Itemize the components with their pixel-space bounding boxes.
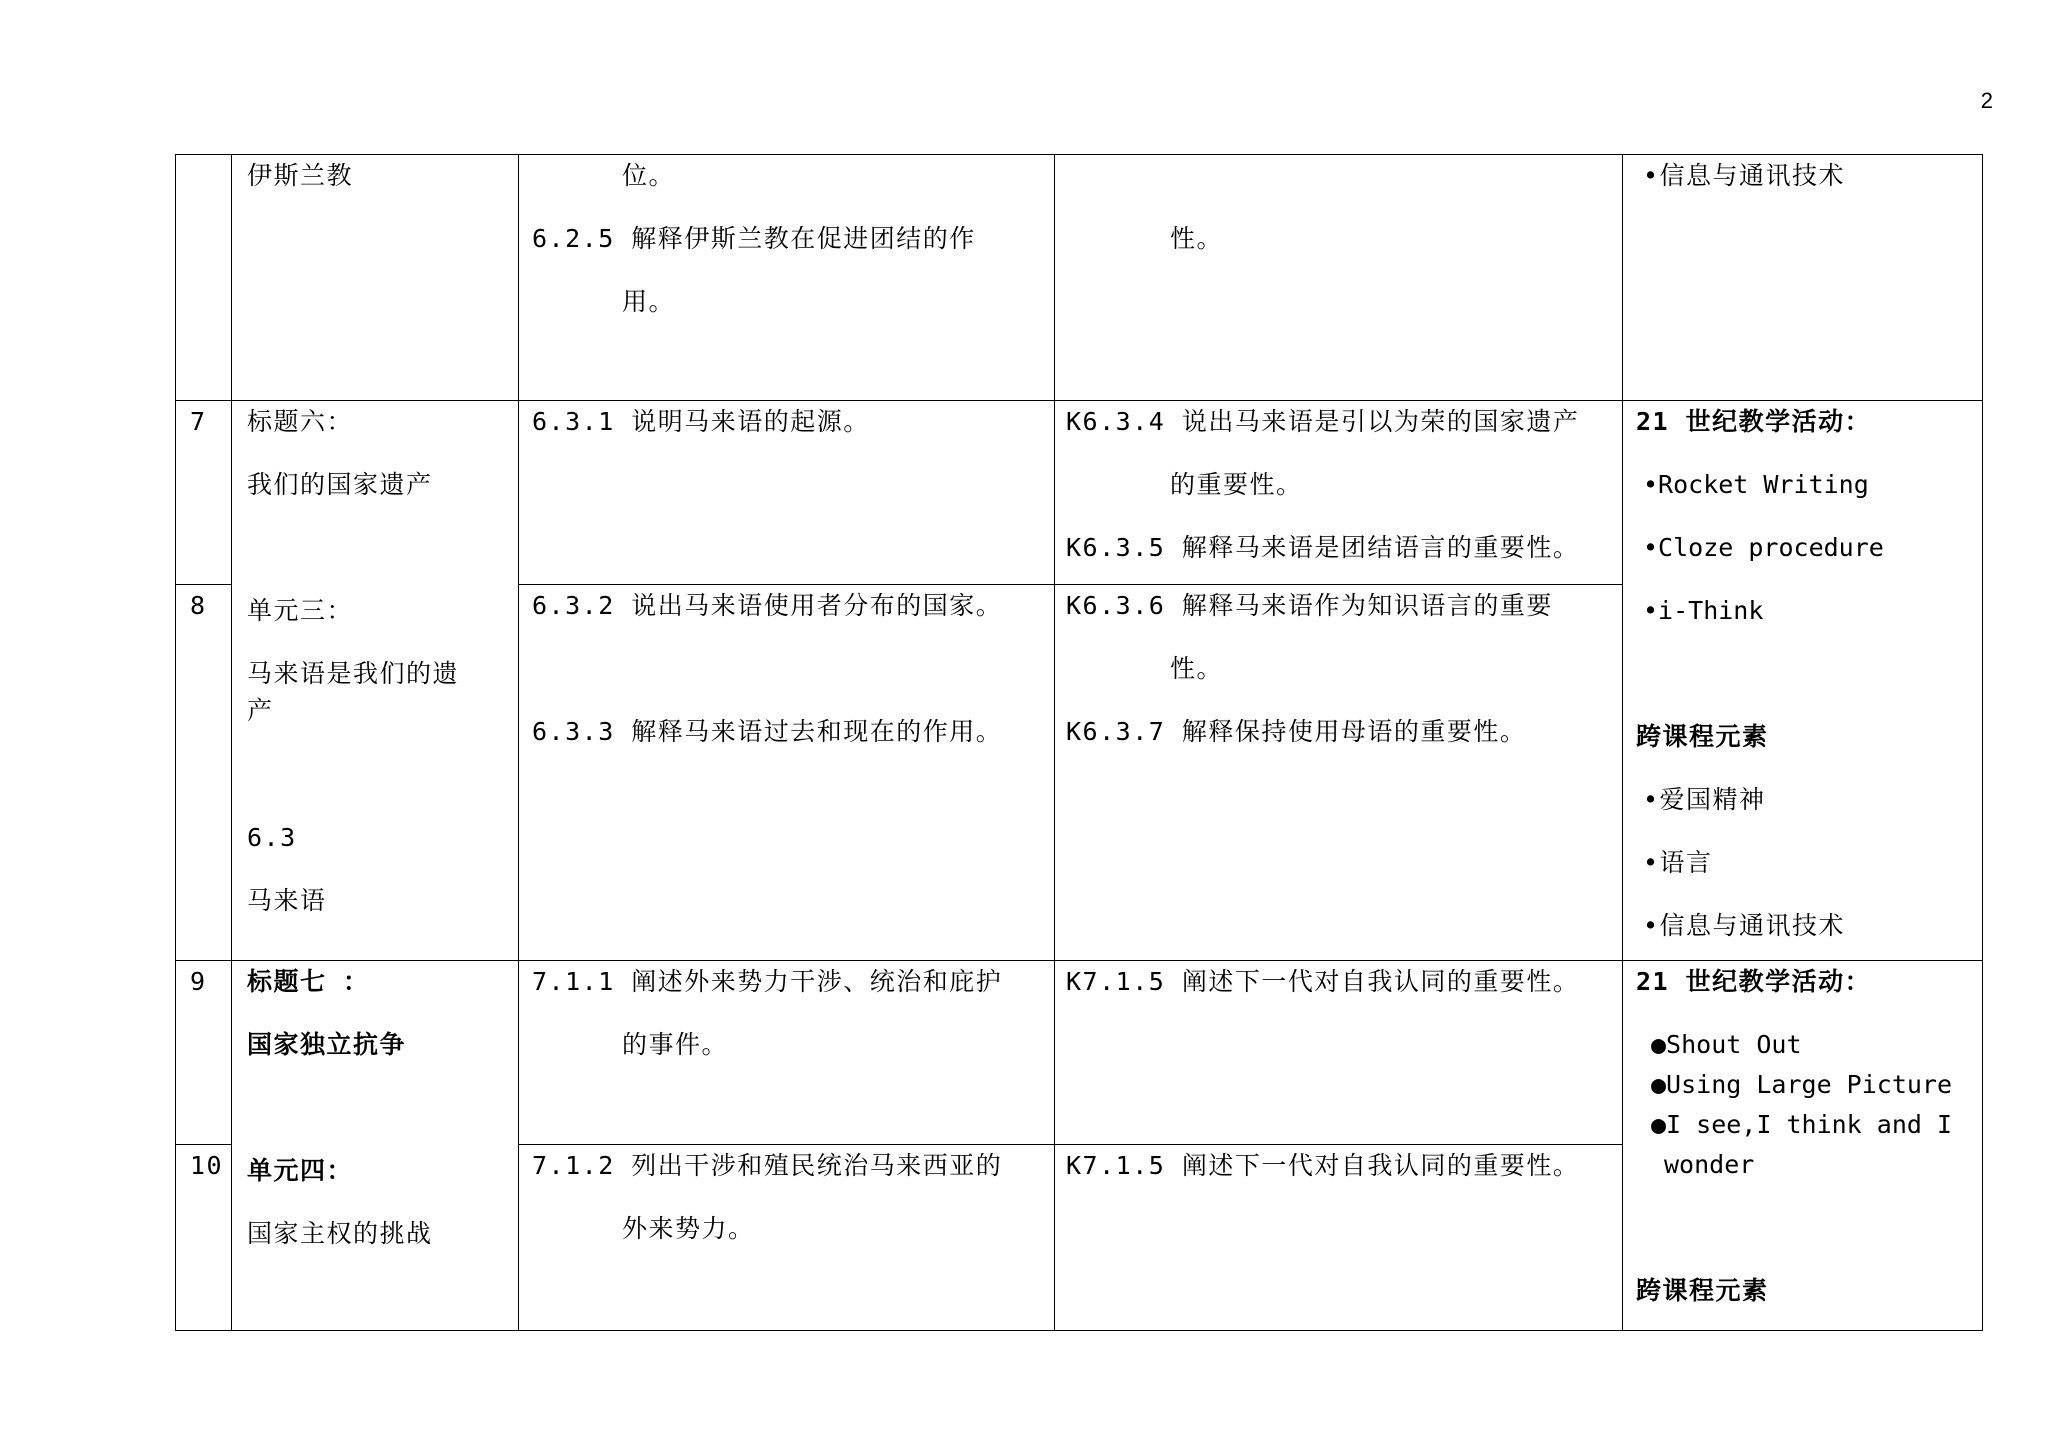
week-number: 9	[190, 967, 207, 996]
objective-cell	[1054, 154, 1622, 400]
activities-heading: 21 世纪教学活动：	[1636, 407, 1872, 436]
standard-line: 的事件。	[622, 1030, 729, 1059]
elements-heading: 跨课程元素	[1636, 1276, 1769, 1305]
standard-cell	[518, 154, 1054, 400]
activity-item: ●Using Large Picture	[1651, 1070, 1953, 1099]
objective-cell	[1054, 400, 1622, 584]
activity-cell	[1622, 960, 1982, 1330]
lesson-plan-table	[175, 154, 1983, 1331]
activity-item-wrap: wonder	[1664, 1150, 1755, 1179]
element-item: •信息与通讯技术	[1643, 911, 1846, 940]
element-item: •爱国精神	[1643, 785, 1766, 814]
topic-cell	[231, 960, 518, 1330]
objective-line: K6.3.7 解释保持使用母语的重要性。	[1066, 717, 1527, 746]
standard-line: 7.1.1 阐述外来势力干涉、统治和庇护	[532, 967, 1003, 996]
topic-name: 我们的国家遗产	[247, 470, 433, 499]
standard-line: 6.3.3 解释马来语过去和现在的作用。	[532, 717, 1003, 746]
topic-cell	[231, 154, 518, 400]
objective-line: 性。	[1170, 654, 1224, 683]
activity-cell	[1622, 400, 1982, 960]
objective-line: 的重要性。	[1170, 470, 1303, 499]
week-cell	[175, 400, 231, 584]
standard-name: 马来语	[247, 886, 327, 915]
elements-heading: 跨课程元素	[1636, 722, 1769, 751]
standard-line: 用。	[622, 287, 676, 316]
objective-line: K7.1.5 阐述下一代对自我认同的重要性。	[1066, 1151, 1580, 1180]
activities-heading: 21 世纪教学活动：	[1636, 967, 1872, 996]
week-cell	[175, 1144, 231, 1330]
objective-line: K6.3.5 解释马来语是团结语言的重要性。	[1066, 533, 1580, 562]
standard-cell	[518, 1144, 1054, 1330]
standard-cell	[518, 960, 1054, 1144]
objective-cell	[1054, 1144, 1622, 1330]
objective-cell	[1054, 960, 1622, 1144]
activity-item: ●Shout Out	[1651, 1030, 1802, 1059]
week-cell	[175, 584, 231, 960]
topic-line: 伊斯兰教	[247, 161, 354, 190]
unit-title: 单元四：	[247, 1156, 354, 1185]
objective-line: K6.3.6 解释马来语作为知识语言的重要	[1066, 591, 1553, 620]
standard-line: 位。	[622, 161, 676, 190]
activity-item: •i-Think	[1643, 596, 1764, 625]
standard-cell	[518, 400, 1054, 584]
standard-line: 6.3.2 说出马来语使用者分布的国家。	[532, 591, 1003, 620]
objective-line: 性。	[1170, 224, 1224, 253]
unit-name-wrap: 产	[247, 696, 274, 725]
topic-cell	[231, 400, 518, 960]
page-number: 2	[1980, 88, 1993, 113]
unit-name: 国家主权的挑战	[247, 1219, 433, 1248]
element-item: •信息与通讯技术	[1643, 161, 1846, 190]
activity-cell	[1622, 154, 1982, 400]
objective-line: K6.3.4 说出马来语是引以为荣的国家遗产	[1066, 407, 1580, 436]
standard-line: 外来势力。	[622, 1214, 755, 1243]
unit-title: 单元三：	[247, 596, 354, 625]
activity-item: •Cloze procedure	[1643, 533, 1884, 562]
week-number: 7	[190, 407, 207, 436]
topic-name: 国家独立抗争	[247, 1030, 407, 1059]
unit-name: 马来语是我们的遗	[247, 659, 460, 688]
standard-line: 7.1.2 列出干涉和殖民统治马来西亚的	[532, 1151, 1003, 1180]
week-cell	[175, 154, 231, 400]
objective-cell	[1054, 584, 1622, 960]
standard-line: 6.2.5 解释伊斯兰教在促进团结的作	[532, 224, 976, 253]
standard-line: 6.3.1 说明马来语的起源。	[532, 407, 870, 436]
standard-cell	[518, 584, 1054, 960]
element-item: •语言	[1643, 848, 1713, 877]
activity-item: ●I see,I think and I	[1651, 1110, 1953, 1139]
week-cell	[175, 960, 231, 1144]
week-number: 10	[190, 1151, 224, 1180]
week-number: 8	[190, 591, 207, 620]
topic-title: 标题六：	[247, 407, 354, 436]
activity-item: •Rocket Writing	[1643, 470, 1869, 499]
objective-line: K7.1.5 阐述下一代对自我认同的重要性。	[1066, 967, 1580, 996]
standard-code: 6.3	[247, 823, 297, 852]
topic-title: 标题七 ：	[247, 967, 370, 996]
